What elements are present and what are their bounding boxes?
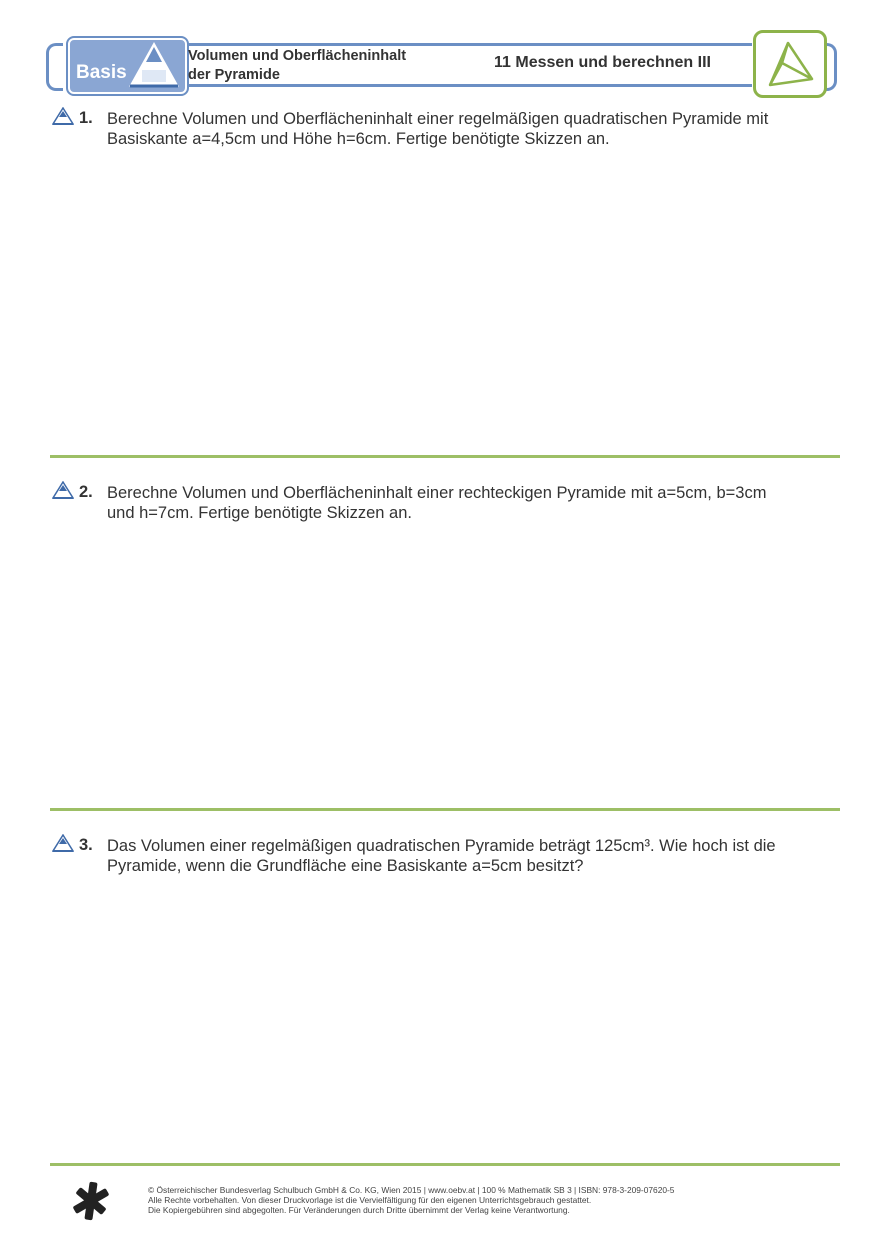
task-separator bbox=[50, 808, 840, 811]
task-text-line: Berechne Volumen und Oberflächeninhalt einer rechteckigen Pyramide mit a=5cm, b=3cm bbox=[107, 484, 767, 502]
page-title bbox=[188, 47, 478, 85]
chapter-title: 11 Messen und berechnen III bbox=[494, 54, 711, 71]
level-badge-label: Basis bbox=[76, 62, 127, 83]
task-number: 2. bbox=[79, 483, 93, 501]
copyright-line: Alle Rechte vorbehalten. Von dieser Druckvorlage ist die Vervielfältigung für den eigenen Unterrichtsgebrauch gestattet. bbox=[148, 1195, 592, 1206]
copyright-line: Die Kopiergebühren sind abgegolten. Für Veränderungen durch Dritte übernimmt der Verlag keine Verantwortung. bbox=[148, 1205, 570, 1216]
task-text-line: Basiskante a=4,5cm und Höhe h=6cm. Fertige benötigte Skizzen an. bbox=[107, 130, 610, 148]
copyright-line: © Österreichischer Bundesverlag Schulbuch GmbH & Co. KG, Wien 2015 | www.oebv.at | 100 % Mathematik SB 3 | ISBN: 978-3-209-07620-5 bbox=[148, 1185, 675, 1195]
task-separator bbox=[50, 455, 840, 458]
basis-task-icon bbox=[52, 481, 74, 499]
pyramid-level-icon bbox=[126, 40, 182, 90]
task-text-line: Das Volumen einer regelmäßigen quadratischen Pyramide beträgt 125cm³. Wie hoch ist die bbox=[107, 837, 776, 855]
publisher-logo-icon bbox=[70, 1180, 112, 1222]
basis-task-icon bbox=[52, 834, 74, 852]
task-text-line: und h=7cm. Fertige benötigte Skizzen an. bbox=[107, 504, 412, 522]
header-rule-top bbox=[184, 43, 752, 46]
pyramid-logo bbox=[753, 30, 827, 98]
task-text bbox=[107, 109, 842, 149]
task-text-line: Pyramide, wenn die Grundfläche eine Basiskante a=5cm besitzt? bbox=[107, 857, 584, 875]
task-text-line: Berechne Volumen und Oberflächeninhalt einer regelmäßigen quadratischen Pyramide mit bbox=[107, 110, 769, 128]
task-text bbox=[107, 483, 842, 523]
task-text bbox=[107, 836, 842, 876]
page-title-line2: der Pyramide bbox=[188, 67, 280, 83]
footer-separator bbox=[50, 1163, 840, 1166]
basis-task-icon bbox=[52, 107, 74, 125]
pyramid-logo-icon bbox=[756, 33, 824, 95]
copyright-notice bbox=[148, 1185, 808, 1216]
page-title-line1: Volumen und Oberflächeninhalt bbox=[188, 48, 407, 64]
task-number: 1. bbox=[79, 109, 93, 127]
header-bracket-left bbox=[46, 43, 63, 91]
task-number: 3. bbox=[79, 836, 93, 854]
